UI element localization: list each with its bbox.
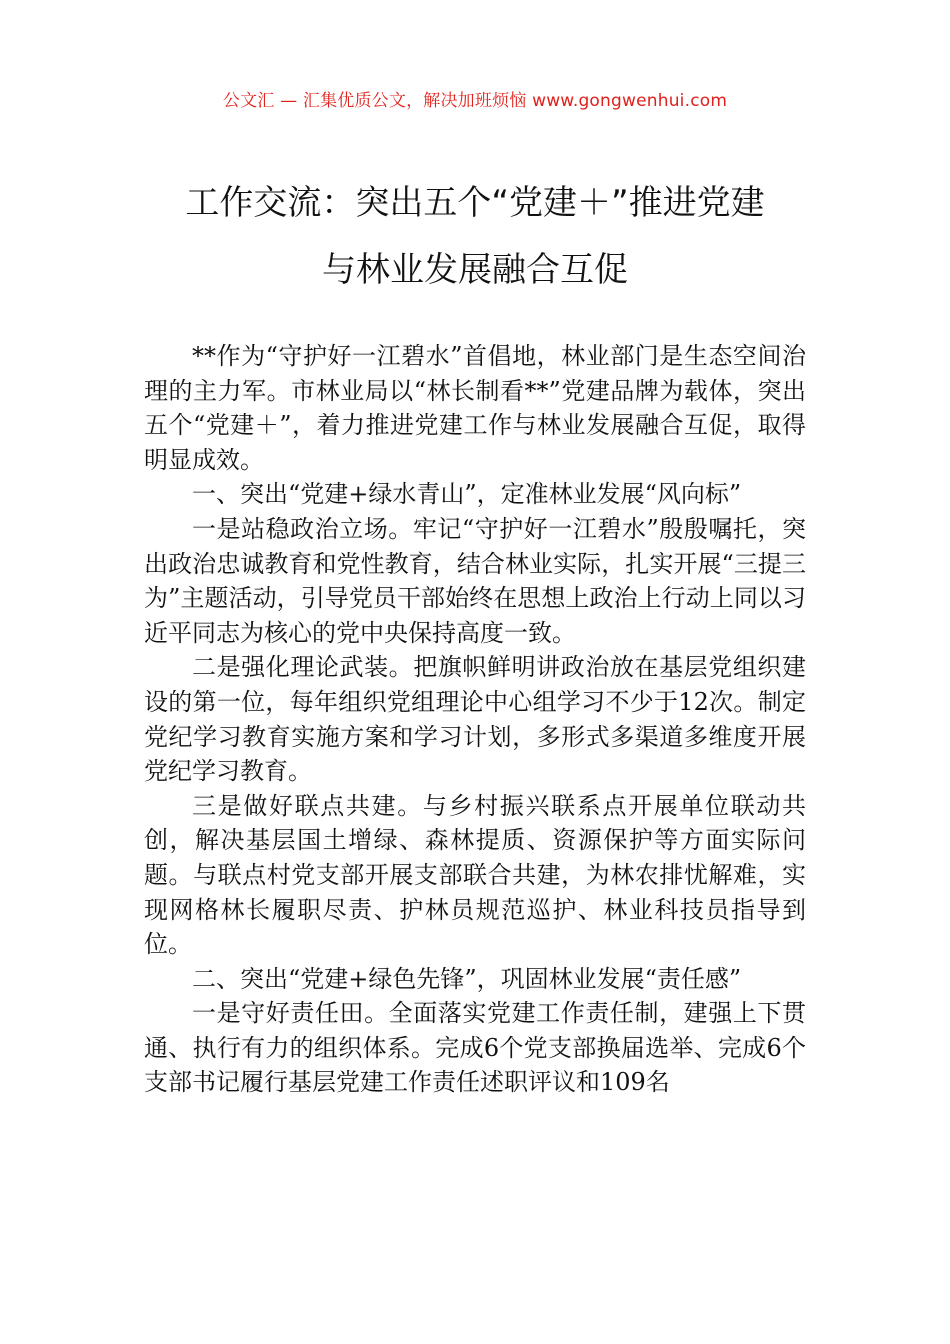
paragraph-joint-building: 三是做好联点共建。与乡村振兴联系点开展单位联动共创，解决基层国土增绿、森林提质、资源保护等方面实际问题。与联点村党支部开展支部联合共建，为林农排忧解难，实现网格林长履职尽责、护林员规范巡护、林业科技员指导到位。 — [144, 791, 806, 959]
header-banner: 公文汇 — 汇集优质公文，解决加班烦恼 www.gongwenhui.com — [222, 91, 728, 111]
document-body — [144, 339, 806, 1100]
paragraph-responsibility: 一是守好责任田。全面落实党建工作责任制，建强上下贯通、执行有力的组织体系。完成6个党支部换届选举、完成6个支部书记履行基层党建工作责任述职评议和109名 — [144, 999, 806, 1097]
paragraph-political-stance: 一是站稳政治立场。牢记“守护好一江碧水”殷殷嘱托，突出政治忠诚教育和党性教育，结合林业实际，扎实开展“三提三为”主题活动，引导党员干部始终在思想上政治上行动上同以习近平同志为核心的党中央保持高度一致。 — [144, 514, 806, 647]
paragraph-intro: **作为“守护好一江碧水”首倡地，林业部门是生态空间治理的主力军。市林业局以“林长制看**”党建品牌为载体，突出五个“党建＋”，着力推进党建工作与林业发展融合互促，取得明显成效。 — [144, 342, 806, 474]
section-heading-1: 一、突出“党建+绿水青山”，定准林业发展“风向标” — [192, 480, 742, 509]
section-heading-2: 二、突出“党建+绿色先锋”，巩固林业发展“责任感” — [192, 964, 742, 993]
document-title-line-1: 工作交流：突出五个“党建＋”推进党建 — [185, 183, 765, 223]
paragraph-theory-study: 二是强化理论武装。把旗帜鲜明讲政治放在基层党组织建设的第一位，每年组织党组理论中心组学习不少于12次。制定党纪学习教育实施方案和学习计划，多形式多渠道多维度开展党纪学习教育。 — [144, 653, 806, 786]
document-title-line-2: 与林业发展融合互促 — [322, 250, 628, 290]
